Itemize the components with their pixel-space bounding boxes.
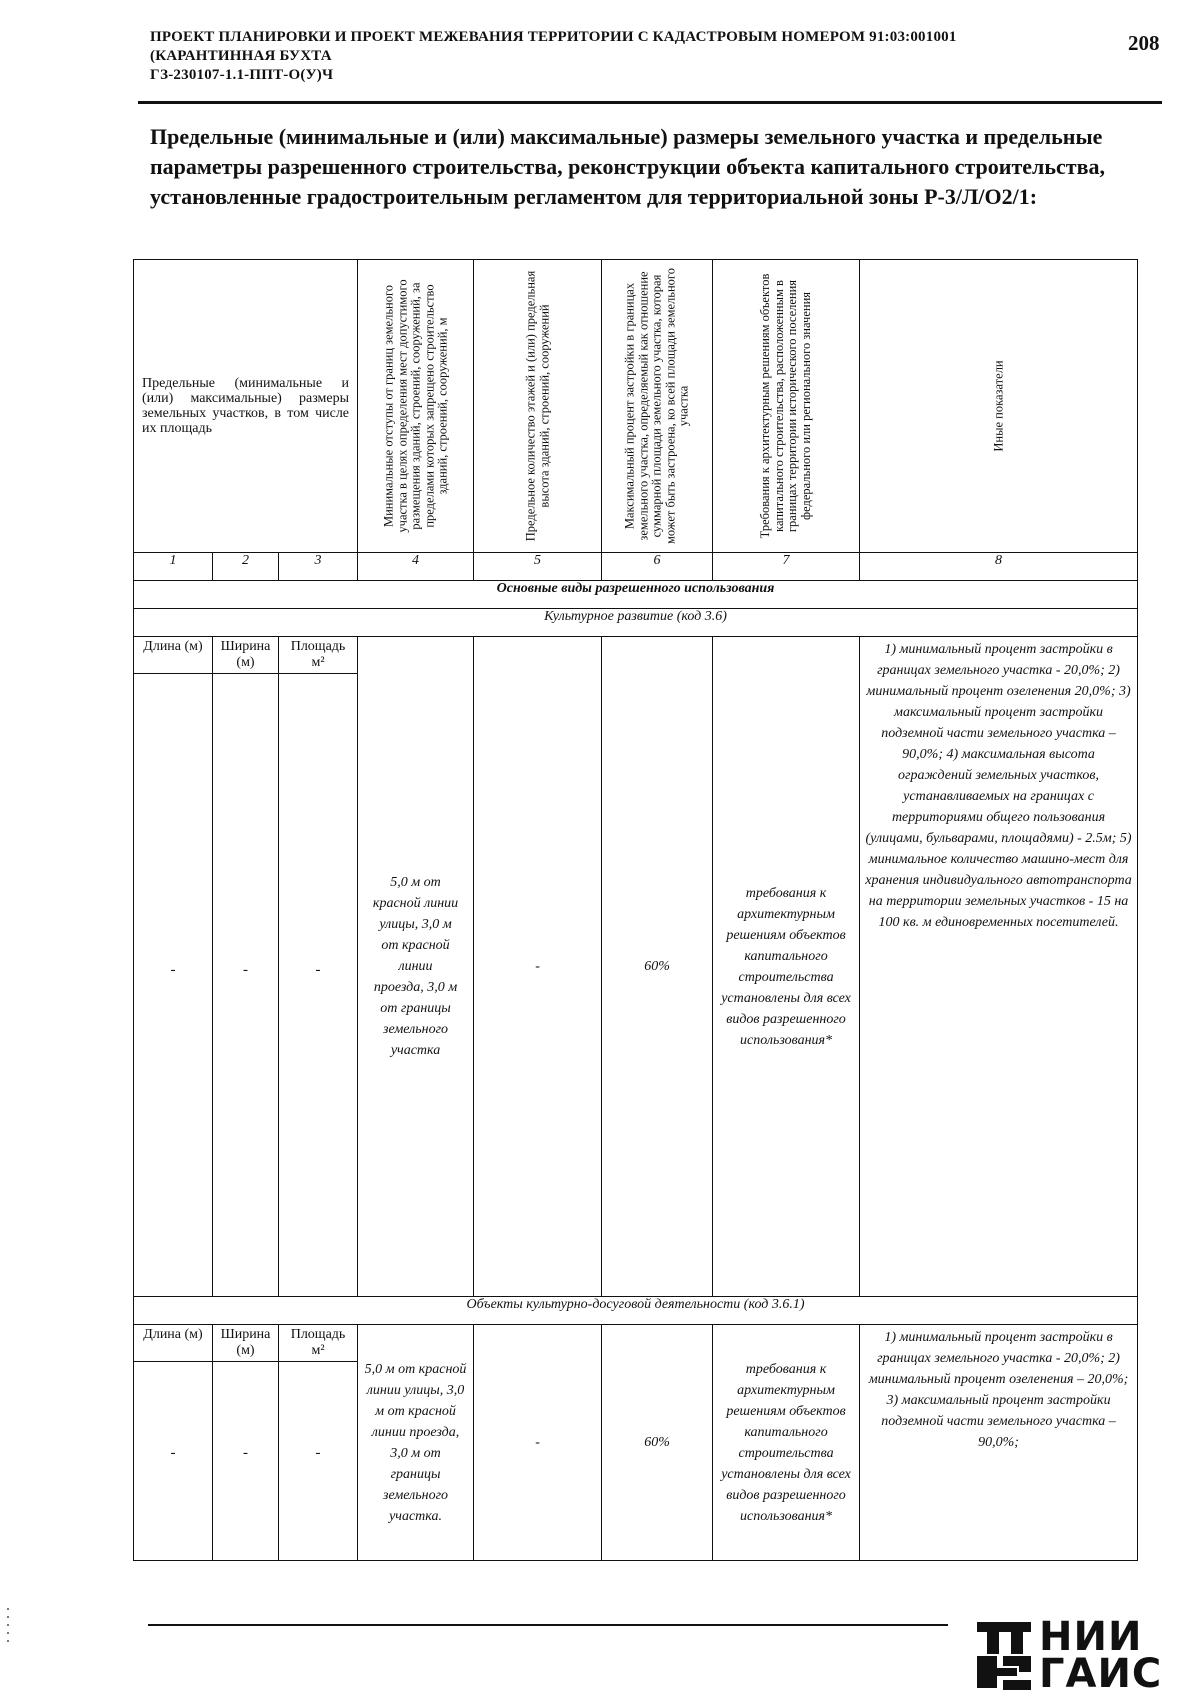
setbacks-text: 5,0 м от красной линии улицы, 3,0 м от красной линии проезда, 3,0 м от границы земельного участка xyxy=(372,875,459,1058)
header-coverage xyxy=(602,260,713,553)
header-architecture-text: Требования к архитектурным решениям объектов капитального строительства, расположенным в границах территории исторического поселения федерального или регионального значения xyxy=(758,273,813,539)
group-title-row xyxy=(134,1297,1138,1325)
logo-mark-icon xyxy=(975,1618,1033,1692)
architecture-value xyxy=(713,637,860,1297)
header-floors xyxy=(474,260,602,553)
column-number-row xyxy=(134,553,1138,581)
area-cell xyxy=(279,1325,358,1561)
width-value: - xyxy=(243,962,248,978)
logo-text-line2: ГАИС xyxy=(1039,1651,1163,1697)
scan-margin-marks xyxy=(7,1608,9,1648)
area-label-block xyxy=(279,639,357,671)
header-setbacks xyxy=(358,260,474,553)
logo-text-line1: НИИ xyxy=(1039,1614,1143,1660)
setbacks-value xyxy=(358,637,474,1297)
column-number: 8 xyxy=(860,553,1138,581)
area-label-block xyxy=(279,1327,357,1359)
label-underline xyxy=(134,673,212,674)
header-project-subtitle: (КАРАНТИННАЯ БУХТА xyxy=(150,48,332,64)
nii-gais-logo xyxy=(975,1614,1175,1697)
area-unit: м² xyxy=(311,655,325,670)
header-plot-dimensions: Предельные (минимальные и (или) максимальные) размеры земельных участков, в том числе их площадь xyxy=(134,260,358,553)
section-row xyxy=(134,581,1138,609)
column-number: 5 xyxy=(474,553,602,581)
header-document-code: ГЗ-230107-1.1-ППТ-О(У)Ч xyxy=(150,67,334,83)
header-project-title: ПРОЕКТ ПЛАНИРОВКИ И ПРОЕКТ МЕЖЕВАНИЯ ТЕРРИТОРИИ С КАДАСТРОВЫМ НОМЕРОМ 91:03:001001 xyxy=(150,29,957,45)
page-title: Предельные (минимальные и (или) максимальные) размеры земельного участка и предельные параметры разрешенного строительства, реконструкции объекта капитального строительства, установленные градостроительным регламентом для территориальной зоны Р-3/Л/О2/1: xyxy=(150,124,1105,209)
label-underline xyxy=(213,673,278,674)
column-number: 3 xyxy=(279,553,358,581)
header-divider xyxy=(138,101,1162,104)
table-header-row xyxy=(134,260,1138,553)
setbacks-text: 5,0 м от красной линии улицы, 3,0 м от красной линии проезда, 3,0 м от границы земельного участка. xyxy=(364,1361,467,1524)
column-number: 2 xyxy=(213,553,279,581)
width-label: Ширина (м) xyxy=(220,639,271,670)
group-title: Объекты культурно-досуговой деятельности (код 3.6.1) xyxy=(134,1297,1138,1325)
width-cell xyxy=(213,1325,279,1561)
column-number: 1 xyxy=(134,553,213,581)
length-cell xyxy=(134,637,213,1297)
coverage-value: 60% xyxy=(602,1325,713,1561)
length-value: - xyxy=(170,1445,176,1461)
architecture-text: требования к архитектурным решениям объектов капитального строительства установлены для всех видов разрешенного использования* xyxy=(721,1361,851,1524)
length-cell xyxy=(134,1325,213,1561)
area-unit: м² xyxy=(311,1343,325,1358)
group-title: Культурное развитие (код 3.6) xyxy=(134,609,1138,637)
header-architecture xyxy=(713,260,860,553)
length-label: Длина (м) xyxy=(143,639,203,654)
other-indicators: 1) минимальный процент застройки в границах земельного участка - 20,0%; 2) минимальный процент озеленения – 20,0%; 3) максимальный процент застройки подземной части земельного участка – 90,0%; xyxy=(860,1325,1138,1561)
area-value: - xyxy=(315,1445,321,1461)
setbacks-value xyxy=(358,1325,474,1561)
group-title-row xyxy=(134,609,1138,637)
header-setbacks-text: Минимальные отступы от границ земельного участка в целях определения мест допустимого размещения зданий, строений, сооружений, за пределами которых запрещено строительство зданий, строений, сооружений, м xyxy=(380,279,449,533)
architecture-value xyxy=(713,1325,860,1561)
header-floors-text: Предельное количество этажей и (или) предельная высота зданий, строений, сооружений xyxy=(523,270,551,542)
floors-value: - xyxy=(474,637,602,1297)
table-row xyxy=(134,1325,1138,1561)
header-other-text: Иные показатели xyxy=(990,360,1005,452)
other-indicators: 1) минимальный процент застройки в границах земельного участка - 20,0%; 2) минимальный процент озеленения 20,0%; 3) максимальный процент застройки подземной части земельного участка – 90,0%; 4) максимальная высота ограждений земельных участков, устанавливаемых на границах с территориями общего пользования (улицами, бульварами, площадями) - 2.5м; 5) минимальное количество машино-мест для хранения индивидуального автотранспорта на территории земельных участков - 15 на 100 кв. м единовременных посетителей. xyxy=(860,637,1138,1297)
area-label: Площадь xyxy=(290,639,346,654)
page-number: 208 xyxy=(1128,31,1160,55)
width-cell xyxy=(213,637,279,1297)
coverage-value: 60% xyxy=(602,637,713,1297)
floors-value: - xyxy=(474,1325,602,1561)
architecture-text: требования к архитектурным решениям объектов капитального строительства установлены для всех видов разрешенного использования* xyxy=(721,885,851,1048)
footer-divider xyxy=(148,1624,948,1626)
table-row xyxy=(134,637,1138,1297)
column-number: 7 xyxy=(713,553,860,581)
width-label: Ширина (м) xyxy=(220,1327,271,1358)
length-label: Длина (м) xyxy=(143,1327,203,1342)
area-cell xyxy=(279,637,358,1297)
column-number: 6 xyxy=(602,553,713,581)
label-underline xyxy=(134,1361,212,1362)
label-underline xyxy=(213,1361,278,1362)
document-header xyxy=(150,28,1090,85)
area-value: - xyxy=(315,962,321,978)
header-other xyxy=(860,260,1138,553)
regulation-table xyxy=(133,259,1138,1561)
length-value: - xyxy=(170,962,176,978)
column-number: 4 xyxy=(358,553,474,581)
label-underline xyxy=(279,1361,357,1362)
section-title: Основные виды разрешенного использования xyxy=(134,581,1138,609)
area-label: Площадь xyxy=(290,1327,346,1342)
label-underline xyxy=(279,673,357,674)
width-value: - xyxy=(243,1445,248,1461)
header-coverage-text: Максимальный процент застройки в границах земельного участка, определяемый как отношение суммарной площади земельного участка, которая может быть застроена, ко всей площади земельного участка xyxy=(622,268,691,544)
